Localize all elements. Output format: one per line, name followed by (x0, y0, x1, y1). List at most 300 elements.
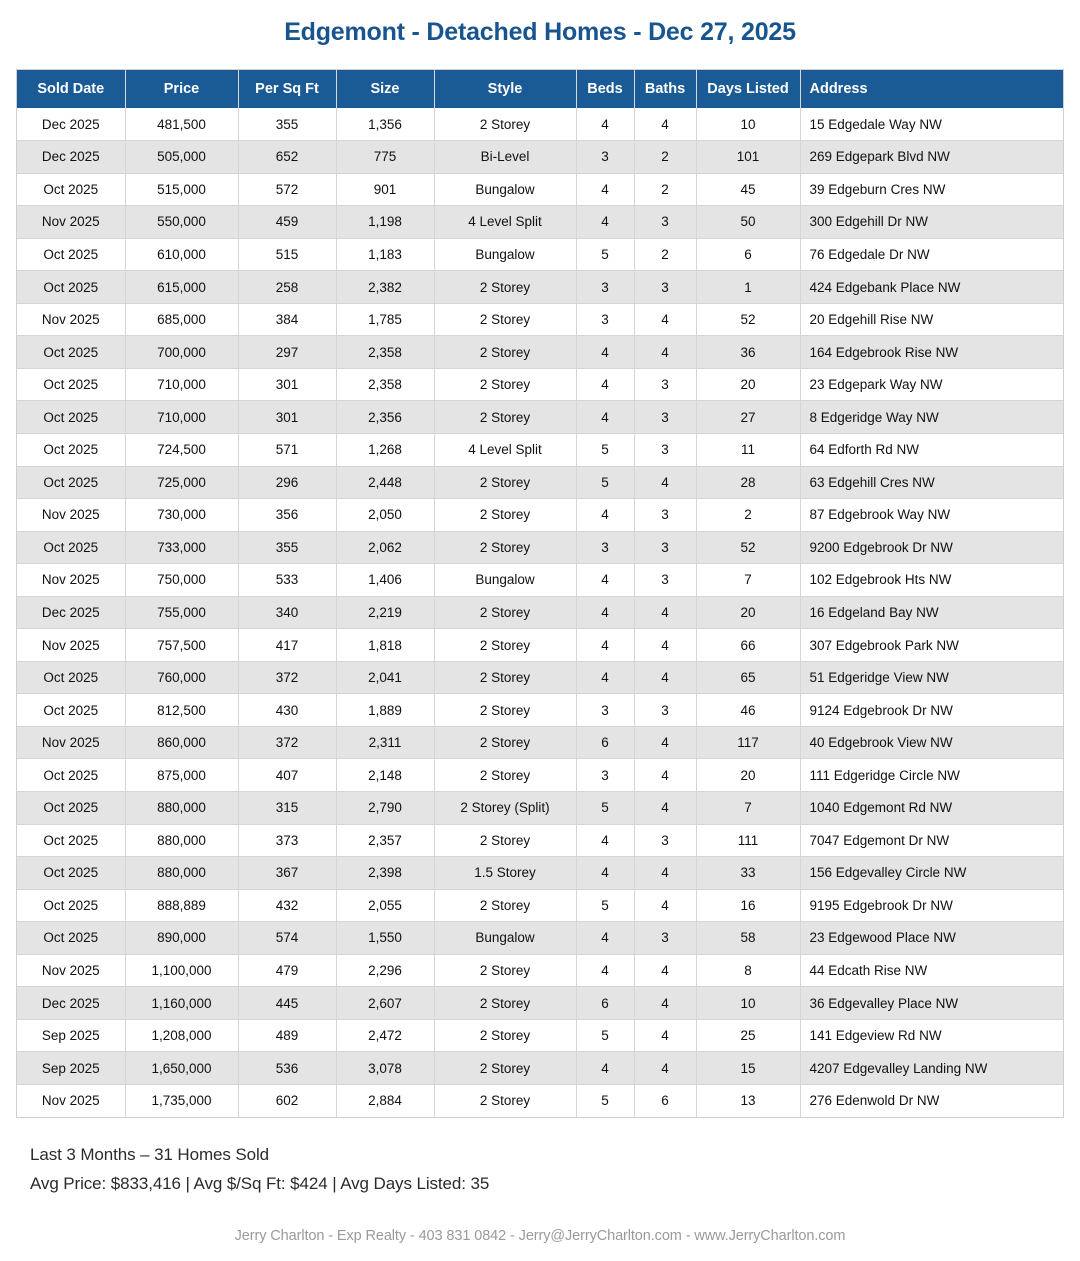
cell-baths: 4 (634, 466, 696, 499)
cell-price: 760,000 (125, 661, 238, 694)
cell-sold-date: Nov 2025 (17, 206, 125, 239)
cell-address: 9124 Edgebrook Dr NW (800, 694, 1063, 727)
cell-address: 1040 Edgemont Rd NW (800, 791, 1063, 824)
cell-style: 4 Level Split (434, 433, 576, 466)
cell-style: 2 Storey (434, 401, 576, 434)
cell-address: 64 Edforth Rd NW (800, 433, 1063, 466)
cell-style: Bi-Level (434, 141, 576, 174)
column-header-style[interactable]: Style (434, 70, 576, 108)
cell-size: 2,148 (336, 759, 434, 792)
table-row[interactable] (17, 108, 1063, 141)
table-row[interactable] (17, 564, 1063, 597)
cell-price: 710,000 (125, 368, 238, 401)
cell-beds: 4 (576, 596, 634, 629)
column-header-days-listed[interactable]: Days Listed (696, 70, 800, 108)
cell-beds: 4 (576, 954, 634, 987)
cell-address: 20 Edgehill Rise NW (800, 303, 1063, 336)
cell-per-sq-ft: 301 (238, 401, 336, 434)
cell-price: 1,735,000 (125, 1084, 238, 1117)
cell-price: 890,000 (125, 922, 238, 955)
cell-sold-date: Nov 2025 (17, 303, 125, 336)
cell-per-sq-ft: 373 (238, 824, 336, 857)
cell-size: 2,357 (336, 824, 434, 857)
cell-address: 9200 Edgebrook Dr NW (800, 531, 1063, 564)
cell-sold-date: Oct 2025 (17, 791, 125, 824)
cell-style: 2 Storey (434, 108, 576, 141)
cell-size: 1,818 (336, 629, 434, 662)
table-row[interactable] (17, 531, 1063, 564)
table-row[interactable] (17, 791, 1063, 824)
cell-size: 2,356 (336, 401, 434, 434)
cell-days-listed: 11 (696, 433, 800, 466)
cell-address: 8 Edgeridge Way NW (800, 401, 1063, 434)
cell-beds: 4 (576, 661, 634, 694)
cell-address: 111 Edgeridge Circle NW (800, 759, 1063, 792)
cell-address: 269 Edgepark Blvd NW (800, 141, 1063, 174)
cell-size: 2,382 (336, 271, 434, 304)
cell-beds: 4 (576, 922, 634, 955)
cell-size: 2,398 (336, 857, 434, 890)
cell-address: 40 Edgebrook View NW (800, 726, 1063, 759)
table-row[interactable] (17, 987, 1063, 1020)
cell-size: 2,884 (336, 1084, 434, 1117)
cell-days-listed: 111 (696, 824, 800, 857)
cell-size: 2,041 (336, 661, 434, 694)
cell-beds: 4 (576, 499, 634, 532)
cell-price: 481,500 (125, 108, 238, 141)
cell-days-listed: 45 (696, 173, 800, 206)
cell-beds: 5 (576, 466, 634, 499)
column-header-size[interactable]: Size (336, 70, 434, 108)
cell-beds: 4 (576, 206, 634, 239)
cell-days-listed: 20 (696, 368, 800, 401)
cell-per-sq-ft: 367 (238, 857, 336, 890)
cell-baths: 3 (634, 499, 696, 532)
cell-days-listed: 27 (696, 401, 800, 434)
cell-beds: 3 (576, 531, 634, 564)
cell-per-sq-ft: 652 (238, 141, 336, 174)
cell-days-listed: 25 (696, 1019, 800, 1052)
cell-baths: 3 (634, 824, 696, 857)
cell-days-listed: 101 (696, 141, 800, 174)
cell-days-listed: 50 (696, 206, 800, 239)
cell-baths: 2 (634, 238, 696, 271)
cell-per-sq-ft: 407 (238, 759, 336, 792)
cell-days-listed: 7 (696, 791, 800, 824)
table-row[interactable] (17, 1084, 1063, 1117)
cell-address: 424 Edgebank Place NW (800, 271, 1063, 304)
cell-beds: 5 (576, 889, 634, 922)
cell-price: 750,000 (125, 564, 238, 597)
cell-per-sq-ft: 297 (238, 336, 336, 369)
cell-sold-date: Nov 2025 (17, 564, 125, 597)
cell-price: 505,000 (125, 141, 238, 174)
cell-beds: 4 (576, 368, 634, 401)
page-title: Edgemont - Detached Homes - Dec 27, 2025 (284, 18, 796, 46)
cell-address: 164 Edgebrook Rise NW (800, 336, 1063, 369)
cell-style: 2 Storey (Split) (434, 791, 576, 824)
cell-days-listed: 15 (696, 1052, 800, 1085)
cell-per-sq-ft: 602 (238, 1084, 336, 1117)
cell-address: 36 Edgevalley Place NW (800, 987, 1063, 1020)
cell-sold-date: Dec 2025 (17, 987, 125, 1020)
cell-beds: 4 (576, 173, 634, 206)
cell-price: 700,000 (125, 336, 238, 369)
cell-days-listed: 20 (696, 759, 800, 792)
cell-baths: 4 (634, 303, 696, 336)
cell-price: 733,000 (125, 531, 238, 564)
cell-per-sq-ft: 340 (238, 596, 336, 629)
cell-sold-date: Oct 2025 (17, 531, 125, 564)
cell-price: 710,000 (125, 401, 238, 434)
cell-days-listed: 46 (696, 694, 800, 727)
cell-style: 2 Storey (434, 271, 576, 304)
cell-baths: 4 (634, 726, 696, 759)
cell-days-listed: 10 (696, 108, 800, 141)
cell-price: 812,500 (125, 694, 238, 727)
column-header-price[interactable]: Price (125, 70, 238, 108)
table-header (17, 70, 1063, 108)
cell-sold-date: Dec 2025 (17, 108, 125, 141)
cell-baths: 4 (634, 954, 696, 987)
cell-style: 2 Storey (434, 303, 576, 336)
table-row[interactable] (17, 694, 1063, 727)
cell-days-listed: 66 (696, 629, 800, 662)
table-row[interactable] (17, 141, 1063, 174)
table-row[interactable] (17, 726, 1063, 759)
cell-size: 2,055 (336, 889, 434, 922)
cell-size: 2,296 (336, 954, 434, 987)
cell-beds: 3 (576, 141, 634, 174)
cell-sold-date: Oct 2025 (17, 824, 125, 857)
cell-days-listed: 28 (696, 466, 800, 499)
table-row[interactable] (17, 954, 1063, 987)
cell-address: 63 Edgehill Cres NW (800, 466, 1063, 499)
cell-days-listed: 52 (696, 531, 800, 564)
cell-price: 888,889 (125, 889, 238, 922)
table-row[interactable] (17, 922, 1063, 955)
footer-contact: Jerry Charlton - Exp Realty - 403 831 0842 - Jerry@JerryCharlton.com - www.JerryCharlton.com (234, 1227, 846, 1244)
cell-sold-date: Oct 2025 (17, 759, 125, 792)
cell-per-sq-ft: 355 (238, 108, 336, 141)
cell-price: 550,000 (125, 206, 238, 239)
table-row[interactable] (17, 1019, 1063, 1052)
cell-style: Bungalow (434, 564, 576, 597)
cell-sold-date: Nov 2025 (17, 499, 125, 532)
table-row[interactable] (17, 303, 1063, 336)
cell-price: 1,160,000 (125, 987, 238, 1020)
cell-baths: 3 (634, 531, 696, 564)
cell-price: 1,100,000 (125, 954, 238, 987)
cell-price: 880,000 (125, 824, 238, 857)
cell-sold-date: Oct 2025 (17, 401, 125, 434)
cell-sold-date: Oct 2025 (17, 694, 125, 727)
cell-beds: 4 (576, 1052, 634, 1085)
cell-beds: 5 (576, 1019, 634, 1052)
cell-address: 76 Edgedale Dr NW (800, 238, 1063, 271)
cell-style: 2 Storey (434, 889, 576, 922)
cell-per-sq-ft: 459 (238, 206, 336, 239)
cell-per-sq-ft: 355 (238, 531, 336, 564)
cell-sold-date: Sep 2025 (17, 1052, 125, 1085)
cell-days-listed: 36 (696, 336, 800, 369)
cell-address: 44 Edcath Rise NW (800, 954, 1063, 987)
cell-style: 2 Storey (434, 596, 576, 629)
sales-table (17, 70, 1063, 1117)
cell-price: 730,000 (125, 499, 238, 532)
cell-style: 2 Storey (434, 1019, 576, 1052)
cell-address: 51 Edgeridge View NW (800, 661, 1063, 694)
cell-days-listed: 20 (696, 596, 800, 629)
cell-address: 300 Edgehill Dr NW (800, 206, 1063, 239)
cell-baths: 3 (634, 433, 696, 466)
cell-per-sq-ft: 515 (238, 238, 336, 271)
summary-block (30, 1140, 1080, 1198)
cell-baths: 3 (634, 694, 696, 727)
cell-size: 1,889 (336, 694, 434, 727)
cell-sold-date: Oct 2025 (17, 173, 125, 206)
cell-days-listed: 2 (696, 499, 800, 532)
cell-per-sq-ft: 445 (238, 987, 336, 1020)
cell-per-sq-ft: 356 (238, 499, 336, 532)
cell-per-sq-ft: 536 (238, 1052, 336, 1085)
cell-sold-date: Nov 2025 (17, 726, 125, 759)
cell-per-sq-ft: 432 (238, 889, 336, 922)
cell-per-sq-ft: 417 (238, 629, 336, 662)
cell-baths: 4 (634, 1019, 696, 1052)
cell-sold-date: Nov 2025 (17, 954, 125, 987)
cell-size: 1,406 (336, 564, 434, 597)
cell-size: 2,358 (336, 336, 434, 369)
cell-beds: 6 (576, 726, 634, 759)
cell-size: 775 (336, 141, 434, 174)
cell-days-listed: 10 (696, 987, 800, 1020)
cell-price: 615,000 (125, 271, 238, 304)
cell-style: 2 Storey (434, 1084, 576, 1117)
table-header-row (17, 70, 1063, 108)
cell-address: 307 Edgebrook Park NW (800, 629, 1063, 662)
cell-days-listed: 52 (696, 303, 800, 336)
cell-sold-date: Oct 2025 (17, 922, 125, 955)
cell-price: 1,650,000 (125, 1052, 238, 1085)
cell-per-sq-ft: 430 (238, 694, 336, 727)
cell-address: 16 Edgeland Bay NW (800, 596, 1063, 629)
table-row[interactable] (17, 499, 1063, 532)
cell-style: 2 Storey (434, 987, 576, 1020)
cell-price: 757,500 (125, 629, 238, 662)
cell-size: 2,472 (336, 1019, 434, 1052)
table-row[interactable] (17, 271, 1063, 304)
cell-baths: 4 (634, 889, 696, 922)
cell-address: 39 Edgeburn Cres NW (800, 173, 1063, 206)
table-row[interactable] (17, 336, 1063, 369)
cell-baths: 4 (634, 759, 696, 792)
sales-table-container (16, 69, 1064, 1118)
cell-size: 2,050 (336, 499, 434, 532)
cell-beds: 5 (576, 238, 634, 271)
cell-address: 4207 Edgevalley Landing NW (800, 1052, 1063, 1085)
cell-per-sq-ft: 315 (238, 791, 336, 824)
cell-style: 4 Level Split (434, 206, 576, 239)
cell-baths: 4 (634, 1052, 696, 1085)
cell-address: 23 Edgepark Way NW (800, 368, 1063, 401)
table-row[interactable] (17, 889, 1063, 922)
table-row[interactable] (17, 661, 1063, 694)
cell-per-sq-ft: 533 (238, 564, 336, 597)
column-header-sold-date[interactable]: Sold Date (17, 70, 125, 108)
cell-days-listed: 33 (696, 857, 800, 890)
table-row[interactable] (17, 824, 1063, 857)
table-row[interactable] (17, 401, 1063, 434)
cell-days-listed: 16 (696, 889, 800, 922)
cell-price: 860,000 (125, 726, 238, 759)
cell-per-sq-ft: 489 (238, 1019, 336, 1052)
cell-style: 1.5 Storey (434, 857, 576, 890)
cell-size: 901 (336, 173, 434, 206)
cell-size: 2,790 (336, 791, 434, 824)
cell-days-listed: 1 (696, 271, 800, 304)
cell-style: 2 Storey (434, 368, 576, 401)
cell-days-listed: 65 (696, 661, 800, 694)
cell-beds: 3 (576, 303, 634, 336)
cell-per-sq-ft: 296 (238, 466, 336, 499)
cell-per-sq-ft: 301 (238, 368, 336, 401)
table-row[interactable] (17, 596, 1063, 629)
cell-baths: 3 (634, 206, 696, 239)
cell-per-sq-ft: 372 (238, 661, 336, 694)
cell-baths: 2 (634, 173, 696, 206)
cell-style: Bungalow (434, 922, 576, 955)
cell-beds: 4 (576, 564, 634, 597)
table-row[interactable] (17, 466, 1063, 499)
column-header-address[interactable]: Address (800, 70, 1063, 108)
cell-sold-date: Oct 2025 (17, 238, 125, 271)
table-body (17, 108, 1063, 1117)
cell-size: 1,785 (336, 303, 434, 336)
cell-days-listed: 13 (696, 1084, 800, 1117)
cell-address: 87 Edgebrook Way NW (800, 499, 1063, 532)
cell-address: 7047 Edgemont Dr NW (800, 824, 1063, 857)
cell-style: 2 Storey (434, 661, 576, 694)
cell-baths: 4 (634, 596, 696, 629)
cell-per-sq-ft: 571 (238, 433, 336, 466)
cell-sold-date: Oct 2025 (17, 368, 125, 401)
table-row[interactable] (17, 433, 1063, 466)
cell-size: 2,448 (336, 466, 434, 499)
cell-address: 156 Edgevalley Circle NW (800, 857, 1063, 890)
table-row[interactable] (17, 629, 1063, 662)
cell-baths: 3 (634, 922, 696, 955)
cell-size: 2,219 (336, 596, 434, 629)
cell-beds: 3 (576, 694, 634, 727)
cell-style: 2 Storey (434, 531, 576, 564)
cell-per-sq-ft: 479 (238, 954, 336, 987)
cell-beds: 4 (576, 824, 634, 857)
cell-size: 1,183 (336, 238, 434, 271)
cell-size: 1,198 (336, 206, 434, 239)
cell-per-sq-ft: 572 (238, 173, 336, 206)
cell-style: 2 Storey (434, 336, 576, 369)
cell-per-sq-ft: 574 (238, 922, 336, 955)
cell-days-listed: 7 (696, 564, 800, 597)
cell-per-sq-ft: 384 (238, 303, 336, 336)
cell-size: 2,311 (336, 726, 434, 759)
cell-baths: 2 (634, 141, 696, 174)
cell-beds: 6 (576, 987, 634, 1020)
cell-sold-date: Oct 2025 (17, 336, 125, 369)
cell-price: 724,500 (125, 433, 238, 466)
cell-style: 2 Storey (434, 694, 576, 727)
cell-style: 2 Storey (434, 466, 576, 499)
cell-price: 875,000 (125, 759, 238, 792)
cell-sold-date: Oct 2025 (17, 661, 125, 694)
table-row[interactable] (17, 206, 1063, 239)
cell-beds: 4 (576, 401, 634, 434)
cell-address: 9195 Edgebrook Dr NW (800, 889, 1063, 922)
cell-size: 3,078 (336, 1052, 434, 1085)
cell-baths: 4 (634, 791, 696, 824)
column-header-beds[interactable]: Beds (576, 70, 634, 108)
cell-style: Bungalow (434, 238, 576, 271)
cell-sold-date: Oct 2025 (17, 433, 125, 466)
summary-homes-sold: Last 3 Months – 31 Homes Sold (30, 1144, 270, 1164)
cell-address: 15 Edgedale Way NW (800, 108, 1063, 141)
cell-price: 515,000 (125, 173, 238, 206)
cell-beds: 3 (576, 759, 634, 792)
cell-size: 1,356 (336, 108, 434, 141)
cell-days-listed: 117 (696, 726, 800, 759)
cell-beds: 4 (576, 336, 634, 369)
cell-style: Bungalow (434, 173, 576, 206)
table-row[interactable] (17, 173, 1063, 206)
cell-style: 2 Storey (434, 759, 576, 792)
cell-days-listed: 8 (696, 954, 800, 987)
cell-address: 23 Edgewood Place NW (800, 922, 1063, 955)
cell-size: 2,607 (336, 987, 434, 1020)
cell-beds: 5 (576, 791, 634, 824)
cell-price: 880,000 (125, 791, 238, 824)
cell-sold-date: Nov 2025 (17, 1084, 125, 1117)
cell-beds: 5 (576, 433, 634, 466)
table-row[interactable] (17, 759, 1063, 792)
cell-price: 610,000 (125, 238, 238, 271)
cell-baths: 3 (634, 564, 696, 597)
table-row[interactable] (17, 1052, 1063, 1085)
column-header-baths[interactable]: Baths (634, 70, 696, 108)
cell-sold-date: Oct 2025 (17, 271, 125, 304)
cell-baths: 3 (634, 271, 696, 304)
cell-baths: 4 (634, 661, 696, 694)
table-row[interactable] (17, 368, 1063, 401)
cell-days-listed: 58 (696, 922, 800, 955)
cell-address: 276 Edenwold Dr NW (800, 1084, 1063, 1117)
cell-price: 1,208,000 (125, 1019, 238, 1052)
cell-price: 755,000 (125, 596, 238, 629)
cell-size: 2,358 (336, 368, 434, 401)
table-row[interactable] (17, 238, 1063, 271)
cell-baths: 4 (634, 987, 696, 1020)
cell-baths: 4 (634, 629, 696, 662)
table-row[interactable] (17, 857, 1063, 890)
column-header-per-sq-ft[interactable]: Per Sq Ft (238, 70, 336, 108)
cell-sold-date: Oct 2025 (17, 857, 125, 890)
cell-style: 2 Storey (434, 629, 576, 662)
cell-beds: 4 (576, 857, 634, 890)
cell-sold-date: Nov 2025 (17, 629, 125, 662)
cell-sold-date: Oct 2025 (17, 466, 125, 499)
cell-per-sq-ft: 372 (238, 726, 336, 759)
cell-beds: 4 (576, 108, 634, 141)
